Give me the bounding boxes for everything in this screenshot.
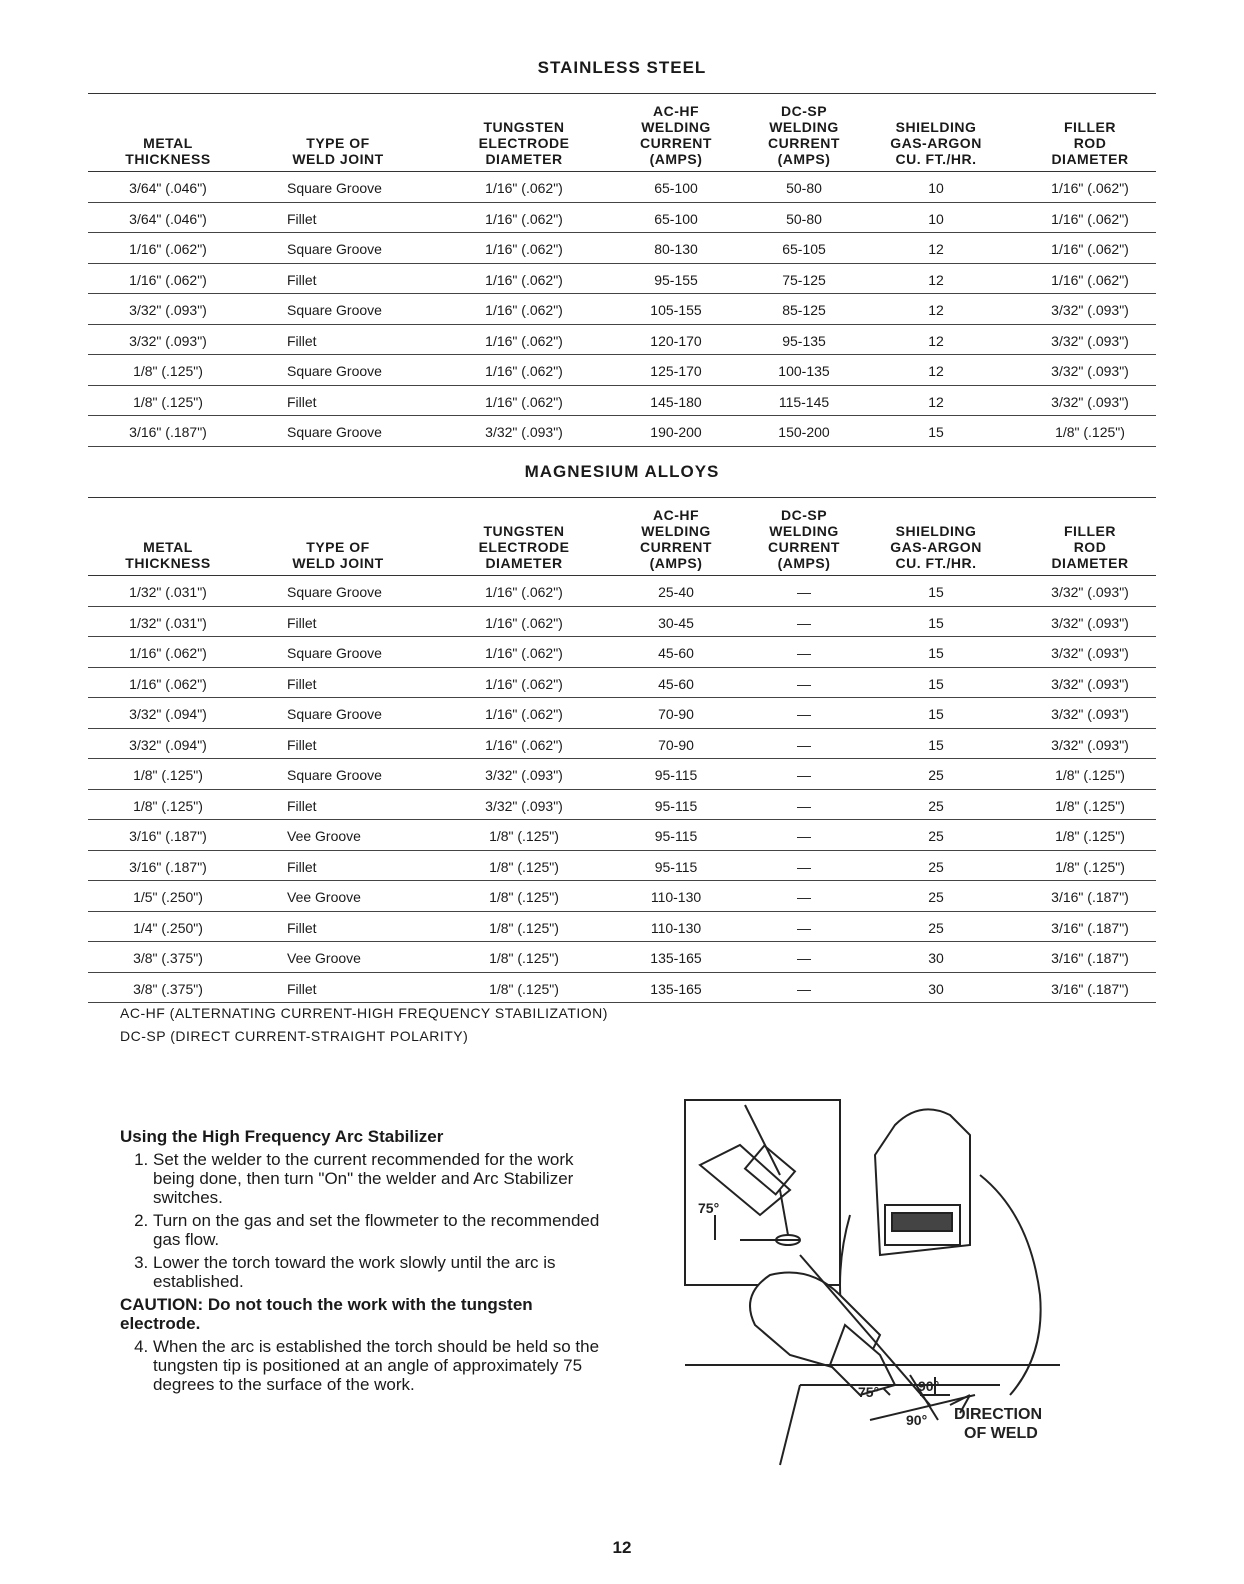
caution-note: CAUTION: Do not touch the work with the tungsten electrode.: [120, 1295, 533, 1333]
table-row: [88, 729, 1156, 760]
table-cell: Fillet: [287, 675, 317, 692]
table-cell: 1/8" (.125"): [489, 980, 559, 997]
column-header: [464, 119, 584, 167]
table-cell: 65-105: [782, 241, 826, 257]
column-header-line: (AMPS): [649, 555, 703, 571]
table-row: [88, 698, 1156, 729]
table-cell: 1/16" (.062"): [1051, 271, 1129, 288]
table-cell: Square Groove: [287, 302, 382, 318]
table-cell: 12: [928, 393, 944, 410]
table-cell: 3/32" (.093"): [485, 797, 563, 814]
table-cell: 15: [928, 584, 944, 600]
table-cell: 135-165: [650, 980, 702, 997]
table-cell: 25: [928, 858, 944, 875]
table-cell: —: [797, 706, 811, 722]
column-header-line: CU. FT./HR.: [895, 555, 977, 571]
table-cell: 1/32" (.031"): [129, 584, 207, 600]
table-cell: 25-40: [658, 584, 694, 600]
table-row: [88, 607, 1156, 638]
table-cell: 15: [928, 645, 944, 661]
table-cell: 65-100: [654, 180, 698, 196]
table-cell: 3/32" (.093"): [1051, 302, 1129, 318]
table-cell: 3/16" (.187"): [129, 828, 207, 844]
table-cell: 12: [928, 332, 944, 349]
table-cell: 3/16" (.187"): [1051, 980, 1129, 997]
table-cell: 1/16" (.062"): [485, 675, 563, 692]
table-cell: 3/32" (.093"): [129, 302, 207, 318]
table-cell: 1/16" (.062"): [485, 332, 563, 349]
table-row: [88, 851, 1156, 882]
table-row: [88, 171, 1156, 203]
column-header-line: (AMPS): [777, 151, 831, 167]
table-body: [88, 575, 1156, 1003]
table-cell: Fillet: [287, 210, 317, 227]
table-row: [88, 325, 1156, 356]
column-header: [248, 539, 428, 571]
table-cell: 110-130: [650, 919, 702, 936]
table-cell: 50-80: [786, 210, 822, 227]
table-cell: 3/32" (.094"): [129, 736, 207, 753]
welder-illustration: [680, 1095, 1100, 1475]
column-header-line: WELDING: [641, 523, 711, 539]
table-cell: 1/8" (.125"): [489, 950, 559, 966]
column-header: [88, 135, 248, 167]
dcsp-note: DC-SP (DIRECT CURRENT-STRAIGHT POLARITY): [120, 1028, 469, 1044]
instructions-section: [120, 1127, 600, 1398]
table-row: [88, 203, 1156, 234]
column-header-line: FILLER: [1064, 119, 1116, 135]
stainless-steel-title: STAINLESS STEEL: [537, 58, 707, 77]
table-cell: 30: [928, 980, 944, 997]
table-row: [88, 355, 1156, 386]
column-header-line: ROD: [1073, 135, 1107, 151]
table-cell: 3/32" (.093"): [1051, 393, 1129, 410]
table-cell: 1/16" (.062"): [485, 706, 563, 722]
table-cell: Square Groove: [287, 645, 382, 661]
table-cell: —: [797, 889, 811, 905]
table-cell: 95-135: [782, 332, 826, 349]
table-cell: 12: [928, 363, 944, 379]
table-cell: 30: [928, 950, 944, 966]
table-cell: Square Groove: [287, 706, 382, 722]
table-cell: 1/16" (.062"): [485, 302, 563, 318]
page-number: 12: [612, 1538, 632, 1557]
table-cell: 15: [928, 736, 944, 753]
table-cell: Vee Groove: [287, 828, 361, 844]
table-cell: Square Groove: [287, 363, 382, 379]
column-header: [1030, 523, 1150, 571]
table-cell: 3/32" (.093"): [1051, 736, 1129, 753]
table-row: [88, 912, 1156, 943]
table-cell: 3/16" (.187"): [1051, 950, 1129, 966]
table-cell: 3/64" (.046"): [129, 180, 207, 196]
table-cell: 3/16" (.187"): [1051, 919, 1129, 936]
column-header-line: (AMPS): [777, 555, 831, 571]
table-cell: 100-135: [778, 363, 830, 379]
table-cell: 1/8" (.125"): [133, 767, 203, 783]
table-cell: Fillet: [287, 858, 317, 875]
column-header: [876, 119, 996, 167]
table-row: [88, 973, 1156, 1004]
table-cell: 1/4" (.250"): [133, 919, 203, 936]
table-cell: 1/16" (.062"): [485, 584, 563, 600]
table-row: [88, 294, 1156, 325]
column-header-line: AC-HF: [652, 103, 700, 119]
column-header-line: CURRENT: [640, 539, 712, 555]
table-cell: 65-100: [654, 210, 698, 227]
table-cell: 1/8" (.125"): [1055, 858, 1125, 875]
table-cell: 1/16" (.062"): [129, 241, 207, 257]
table-cell: 1/16" (.062"): [1051, 210, 1129, 227]
column-header-line: TYPE OF: [306, 135, 370, 151]
column-header-line: AC-HF: [652, 507, 700, 523]
table-row: [88, 790, 1156, 821]
table-row: [88, 668, 1156, 699]
table-cell: 3/8" (.375"): [133, 950, 203, 966]
table-cell: 3/32" (.093"): [1051, 614, 1129, 631]
column-header-line: WELDING: [769, 523, 839, 539]
table-cell: 1/16" (.062"): [485, 645, 563, 661]
column-header-line: CURRENT: [640, 135, 712, 151]
column-header: [616, 103, 736, 167]
column-header: [464, 523, 584, 571]
column-header-line: THICKNESS: [125, 151, 211, 167]
table-cell: 1/16" (.062"): [129, 645, 207, 661]
table-cell: 80-130: [654, 241, 698, 257]
angle-75-label: 75°: [858, 1384, 880, 1400]
table-cell: 75-125: [782, 271, 826, 288]
table-cell: 1/16" (.062"): [485, 614, 563, 631]
table-header: [88, 93, 1156, 171]
table-cell: 3/32" (.094"): [129, 706, 207, 722]
table-cell: 1/8" (.125"): [489, 828, 559, 844]
table-cell: 3/32" (.093"): [1051, 363, 1129, 379]
inset-frame: [685, 1100, 840, 1285]
instructions-heading: Using the High Frequency Arc Stabilizer: [120, 1127, 444, 1146]
table-cell: 125-170: [650, 363, 702, 379]
table-cell: 70-90: [658, 706, 694, 722]
column-header-line: ELECTRODE: [478, 539, 570, 555]
column-header-line: SHIELDING: [895, 119, 977, 135]
table-cell: 1/16" (.062"): [485, 180, 563, 196]
table-cell: Fillet: [287, 980, 317, 997]
table-cell: 3/32" (.093"): [1051, 332, 1129, 349]
table-cell: —: [797, 828, 811, 844]
table-cell: 1/16" (.062"): [485, 241, 563, 257]
table-row: [88, 942, 1156, 973]
table-cell: 3/16" (.187"): [129, 424, 207, 440]
table-cell: 3/64" (.046"): [129, 210, 207, 227]
table-cell: Fillet: [287, 393, 317, 410]
table-cell: 150-200: [778, 424, 830, 440]
column-header-line: DIAMETER: [485, 555, 563, 571]
column-header-line: TUNGSTEN: [483, 119, 565, 135]
table-cell: 105-155: [650, 302, 702, 318]
column-header-line: DC-SP: [780, 103, 828, 119]
table-cell: 190-200: [650, 424, 702, 440]
column-header-line: ELECTRODE: [478, 135, 570, 151]
column-header-line: CURRENT: [768, 539, 840, 555]
table-cell: 3/32" (.093"): [485, 424, 563, 440]
table-cell: 1/16" (.062"): [1051, 241, 1129, 257]
column-header-line: DIAMETER: [1051, 555, 1129, 571]
table-cell: 95-115: [654, 767, 698, 783]
column-header: [616, 507, 736, 571]
table-cell: Square Groove: [287, 584, 382, 600]
table-cell: 85-125: [782, 302, 826, 318]
table-cell: Fillet: [287, 271, 317, 288]
table-cell: 95-115: [654, 797, 698, 814]
table-cell: 10: [928, 210, 944, 227]
table-cell: 25: [928, 889, 944, 905]
table-cell: 3/16" (.187"): [129, 858, 207, 875]
table-cell: 15: [928, 614, 944, 631]
table-cell: 95-115: [654, 858, 698, 875]
angle-90-lower: 90°: [906, 1412, 928, 1428]
of-weld-label: OF WELD: [964, 1425, 1038, 1442]
column-header-line: GAS-ARGON: [890, 539, 982, 555]
table-cell: 1/5" (.250"): [133, 889, 203, 905]
table-cell: 10: [928, 180, 944, 196]
table-cell: Square Groove: [287, 180, 382, 196]
column-header-line: WELDING: [641, 119, 711, 135]
table-cell: 1/16" (.062"): [129, 271, 207, 288]
table-cell: 1/16" (.062"): [485, 393, 563, 410]
column-header-line: THICKNESS: [125, 555, 211, 571]
table-cell: 95-115: [654, 828, 698, 844]
table-cell: Square Groove: [287, 241, 382, 257]
instruction-step-2: 2. Turn on the gas and set the flowmeter to the recommended gas flow.: [153, 1211, 600, 1249]
table-cell: Vee Groove: [287, 889, 361, 905]
table-row: [88, 637, 1156, 668]
table-body: [88, 171, 1156, 447]
table-cell: —: [797, 675, 811, 692]
table-cell: 45-60: [658, 645, 694, 661]
table-cell: 1/8" (.125"): [133, 363, 203, 379]
table-cell: 1/32" (.031"): [129, 614, 207, 631]
column-header: [1030, 119, 1150, 167]
table-row: [88, 575, 1156, 607]
table-cell: Fillet: [287, 614, 317, 631]
table-cell: 70-90: [658, 736, 694, 753]
inset-angle-label: 75°: [698, 1200, 720, 1216]
table-cell: 1/16" (.062"): [485, 271, 563, 288]
table-cell: 3/32" (.093"): [485, 767, 563, 783]
table-cell: Vee Groove: [287, 950, 361, 966]
table-cell: 12: [928, 302, 944, 318]
table-cell: —: [797, 584, 811, 600]
table-cell: Fillet: [287, 797, 317, 814]
table-cell: 25: [928, 828, 944, 844]
column-header-line: CU. FT./HR.: [895, 151, 977, 167]
table-cell: 1/8" (.125"): [489, 889, 559, 905]
table-cell: 135-165: [650, 950, 702, 966]
column-header: [876, 523, 996, 571]
table-cell: —: [797, 645, 811, 661]
column-header-line: (AMPS): [649, 151, 703, 167]
table-cell: 1/8" (.125"): [133, 393, 203, 410]
achf-note: AC-HF (ALTERNATING CURRENT-HIGH FREQUENCY STABILIZATION): [120, 1005, 608, 1021]
table-cell: 115-145: [778, 393, 830, 410]
table-cell: Fillet: [287, 332, 317, 349]
table-cell: 3/8" (.375"): [133, 980, 203, 997]
table-cell: 15: [928, 424, 944, 440]
table-cell: 3/32" (.093"): [1051, 584, 1129, 600]
table-cell: Fillet: [287, 736, 317, 753]
table-row: [88, 416, 1156, 447]
table-cell: 95-155: [654, 271, 698, 288]
table-cell: 3/32" (.093"): [129, 332, 207, 349]
column-header: [744, 103, 864, 167]
table-cell: 1/8" (.125"): [1055, 767, 1125, 783]
table-row: [88, 264, 1156, 295]
table-header: [88, 497, 1156, 575]
table-cell: —: [797, 950, 811, 966]
column-header-line: WELD JOINT: [292, 151, 384, 167]
table-cell: —: [797, 797, 811, 814]
table-row: [88, 759, 1156, 790]
column-header-line: CURRENT: [768, 135, 840, 151]
table-cell: —: [797, 858, 811, 875]
column-header-line: FILLER: [1064, 523, 1116, 539]
table-cell: 1/16" (.062"): [485, 736, 563, 753]
table-cell: 120-170: [650, 332, 702, 349]
table-cell: 15: [928, 706, 944, 722]
table-cell: 15: [928, 675, 944, 692]
magnesium-alloys-title: MAGNESIUM ALLOYS: [524, 462, 720, 481]
table-cell: Square Groove: [287, 767, 382, 783]
table-cell: 3/32" (.093"): [1051, 645, 1129, 661]
instruction-step-1: 1. Set the welder to the current recommended for the work being done, then turn "On" the welder and Arc Stabilizer switches.: [153, 1150, 600, 1207]
column-header-line: TUNGSTEN: [483, 523, 565, 539]
table-cell: 1/8" (.125"): [1055, 424, 1125, 440]
instruction-step-4: 4. When the arc is established the torch should be held so the tungsten tip is positioned at an angle of approximately 75 degrees to the surface of the work.: [153, 1337, 600, 1394]
table-cell: 1/8" (.125"): [133, 797, 203, 814]
column-header-line: SHIELDING: [895, 523, 977, 539]
table-cell: 1/16" (.062"): [485, 363, 563, 379]
table-cell: 25: [928, 797, 944, 814]
table-cell: 1/16" (.062"): [485, 210, 563, 227]
column-header-line: GAS-ARGON: [890, 135, 982, 151]
column-header: [248, 135, 428, 167]
table-cell: 50-80: [786, 180, 822, 196]
table-cell: —: [797, 614, 811, 631]
table-cell: 25: [928, 767, 944, 783]
table-cell: 1/8" (.125"): [1055, 797, 1125, 814]
table-cell: 12: [928, 271, 944, 288]
column-header-line: TYPE OF: [306, 539, 370, 555]
column-header-line: DIAMETER: [1051, 151, 1129, 167]
table-cell: 1/8" (.125"): [489, 919, 559, 936]
table-cell: 45-60: [658, 675, 694, 692]
table-row: [88, 233, 1156, 264]
table-cell: 3/32" (.093"): [1051, 706, 1129, 722]
table-cell: 145-180: [650, 393, 702, 410]
column-header-line: METAL: [143, 539, 193, 555]
table-cell: 1/16" (.062"): [129, 675, 207, 692]
table-row: [88, 881, 1156, 912]
table-cell: 3/16" (.187"): [1051, 889, 1129, 905]
table-cell: 25: [928, 919, 944, 936]
table-cell: 3/32" (.093"): [1051, 675, 1129, 692]
column-header: [744, 507, 864, 571]
column-header: [88, 539, 248, 571]
column-header-line: METAL: [143, 135, 193, 151]
table-cell: 110-130: [650, 889, 702, 905]
table-row: [88, 386, 1156, 417]
table-cell: —: [797, 767, 811, 783]
table-cell: —: [797, 736, 811, 753]
column-header-line: ROD: [1073, 539, 1107, 555]
column-header-line: DC-SP: [780, 507, 828, 523]
table-cell: 1/8" (.125"): [1055, 828, 1125, 844]
table-cell: 12: [928, 241, 944, 257]
column-header-line: WELDING: [769, 119, 839, 135]
table-cell: 1/16" (.062"): [1051, 180, 1129, 196]
table-cell: —: [797, 980, 811, 997]
table-cell: Fillet: [287, 919, 317, 936]
table-cell: —: [797, 919, 811, 936]
instruction-step-3: 3. Lower the torch toward the work slowly until the arc is established.: [153, 1253, 600, 1291]
table-cell: Square Groove: [287, 424, 382, 440]
table-cell: 1/8" (.125"): [489, 858, 559, 875]
angle-90-upper: 90°: [918, 1378, 940, 1394]
column-header-line: WELD JOINT: [292, 555, 384, 571]
direction-label: DIRECTION: [954, 1406, 1042, 1423]
table-row: [88, 820, 1156, 851]
column-header-line: DIAMETER: [485, 151, 563, 167]
table-cell: 30-45: [658, 614, 694, 631]
